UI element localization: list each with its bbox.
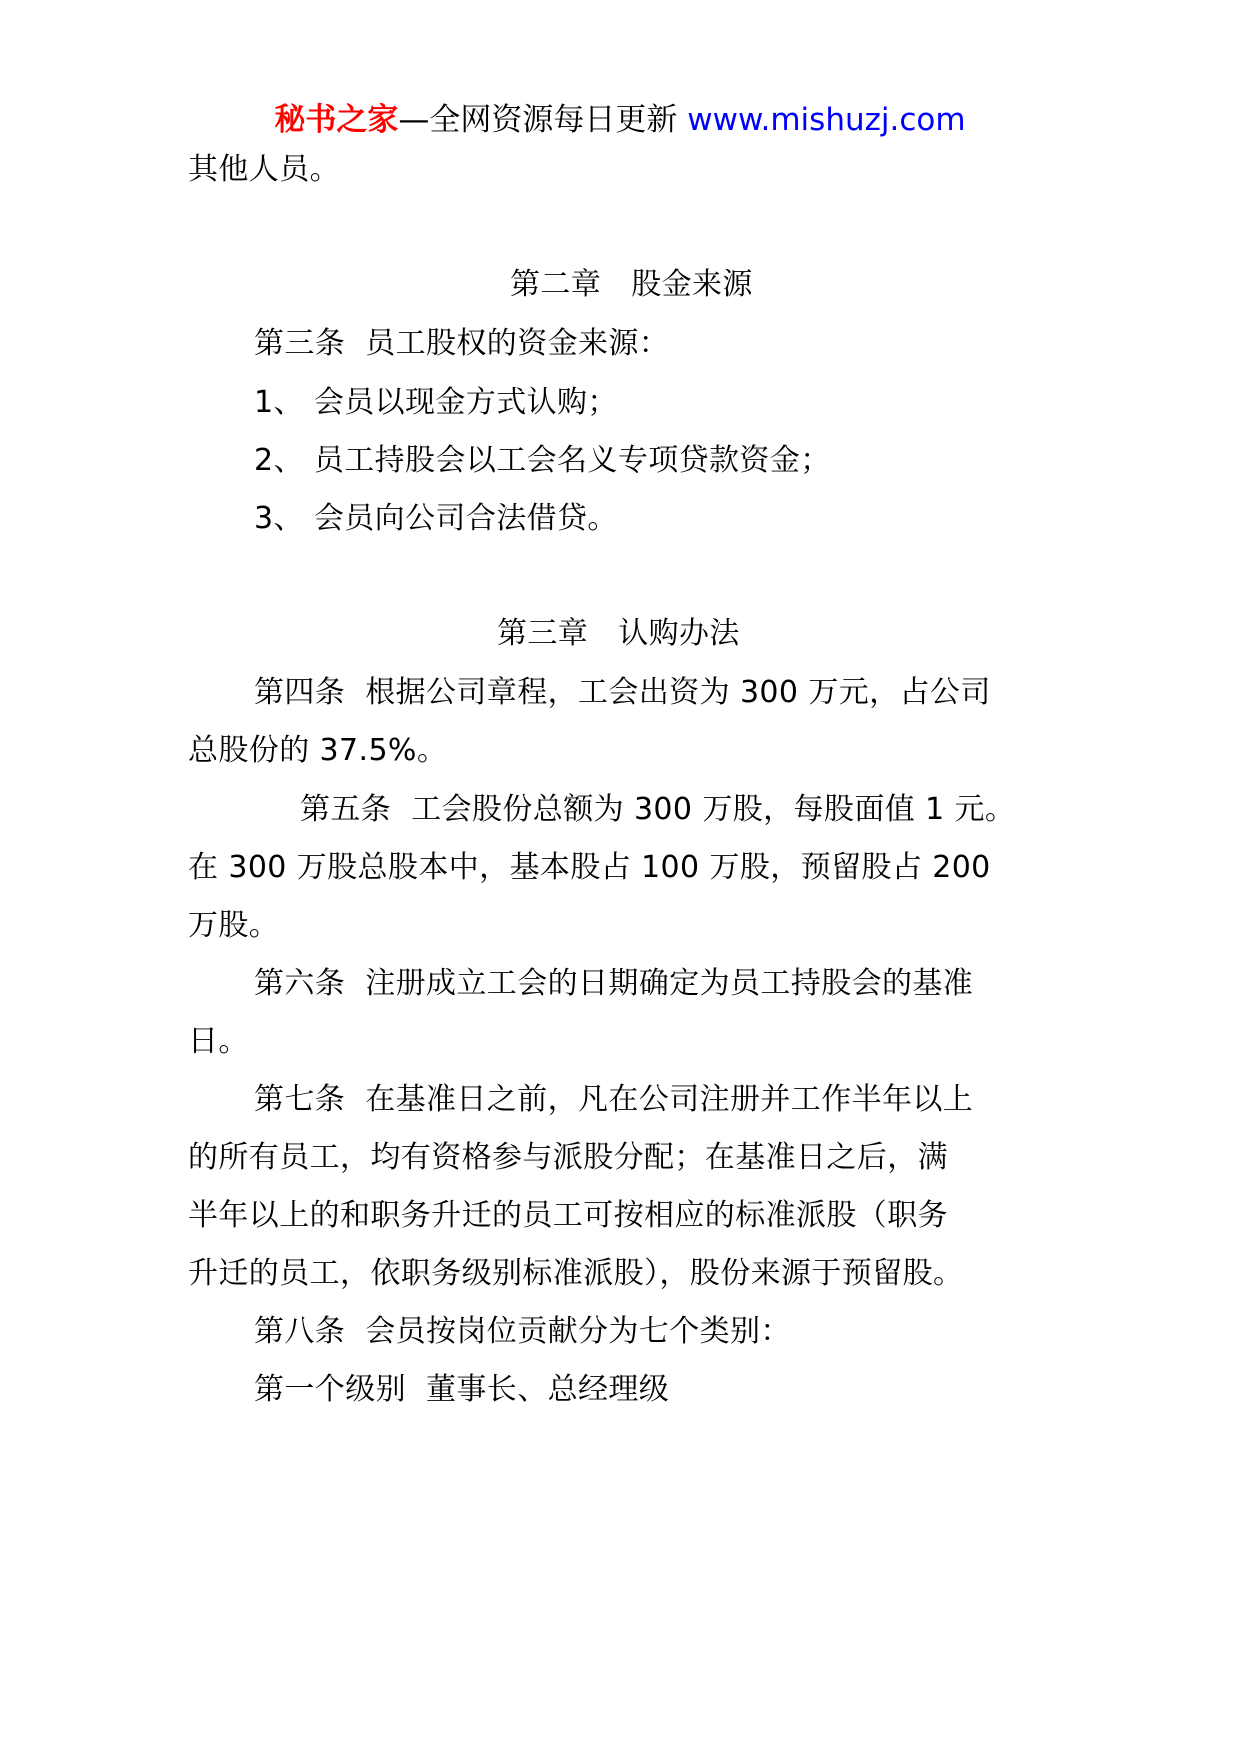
level-label: 第一个级别 xyxy=(254,1372,406,1407)
chapter-2-heading xyxy=(510,265,753,305)
text-line: 在 300 万股总股本中，基本股占 100 万股，预留股占 200 xyxy=(188,850,991,885)
level-text: 董事长、总经理级 xyxy=(426,1372,670,1407)
text-line: 万股。 xyxy=(188,908,280,943)
text-line: 总股份的 37.5%。 xyxy=(188,733,448,768)
chapter-title: 股金来源 xyxy=(631,267,753,302)
article-text: 注册成立工会的日期确定为员工持股会的基准 xyxy=(365,966,974,1001)
list-item: 2、 员工持股会以工会名义专项贷款资金； xyxy=(254,443,831,478)
text-line: 半年以上的和职务升迁的员工可按相应的标准派股（职务 xyxy=(188,1198,948,1233)
list-item: 3、 会员向公司合法借贷。 xyxy=(254,501,618,536)
article-text: 会员按岗位贡献分为七个类别： xyxy=(365,1314,791,1349)
list-item: 1、 会员以现金方式认购； xyxy=(254,385,618,420)
article-text: 根据公司章程，工会出资为 300 万元，占公司 xyxy=(365,675,991,710)
article-label: 第四条 xyxy=(254,675,346,710)
article-6 xyxy=(254,964,973,1004)
article-text: 员工股权的资金来源： xyxy=(365,326,670,361)
article-label: 第五条 xyxy=(300,792,392,827)
article-label: 第七条 xyxy=(254,1082,346,1117)
article-3 xyxy=(254,324,669,364)
text-line: 升迁的员工，依职务级别标准派股），股份来源于预留股。 xyxy=(188,1256,964,1291)
article-text: 工会股份总额为 300 万股，每股面值 1 元。 xyxy=(411,792,1016,827)
article-8 xyxy=(254,1312,791,1352)
article-label: 第八条 xyxy=(254,1314,346,1349)
article-text: 在基准日之前，凡在公司注册并工作半年以上 xyxy=(365,1082,974,1117)
chapter-title: 认购办法 xyxy=(618,616,740,651)
website-link[interactable]: www.mishuzj.com xyxy=(687,102,966,138)
text-line: 其他人员。 xyxy=(188,152,340,187)
level-1 xyxy=(254,1370,669,1410)
header-tagline: —全网资源每日更新 xyxy=(398,102,678,138)
article-7 xyxy=(254,1080,973,1120)
text-line: 日。 xyxy=(188,1024,249,1059)
brand-name: 秘书之家 xyxy=(274,102,399,138)
chapter-number: 第二章 xyxy=(510,267,602,302)
article-4 xyxy=(254,673,991,713)
text-line: 的所有员工，均有资格参与派股分配；在基准日之后，满 xyxy=(188,1140,948,1175)
chapter-number: 第三章 xyxy=(497,616,589,651)
article-label: 第三条 xyxy=(254,326,346,361)
chapter-3-heading xyxy=(497,614,740,654)
article-5 xyxy=(300,790,1015,830)
site-header xyxy=(0,100,1240,140)
article-label: 第六条 xyxy=(254,966,346,1001)
